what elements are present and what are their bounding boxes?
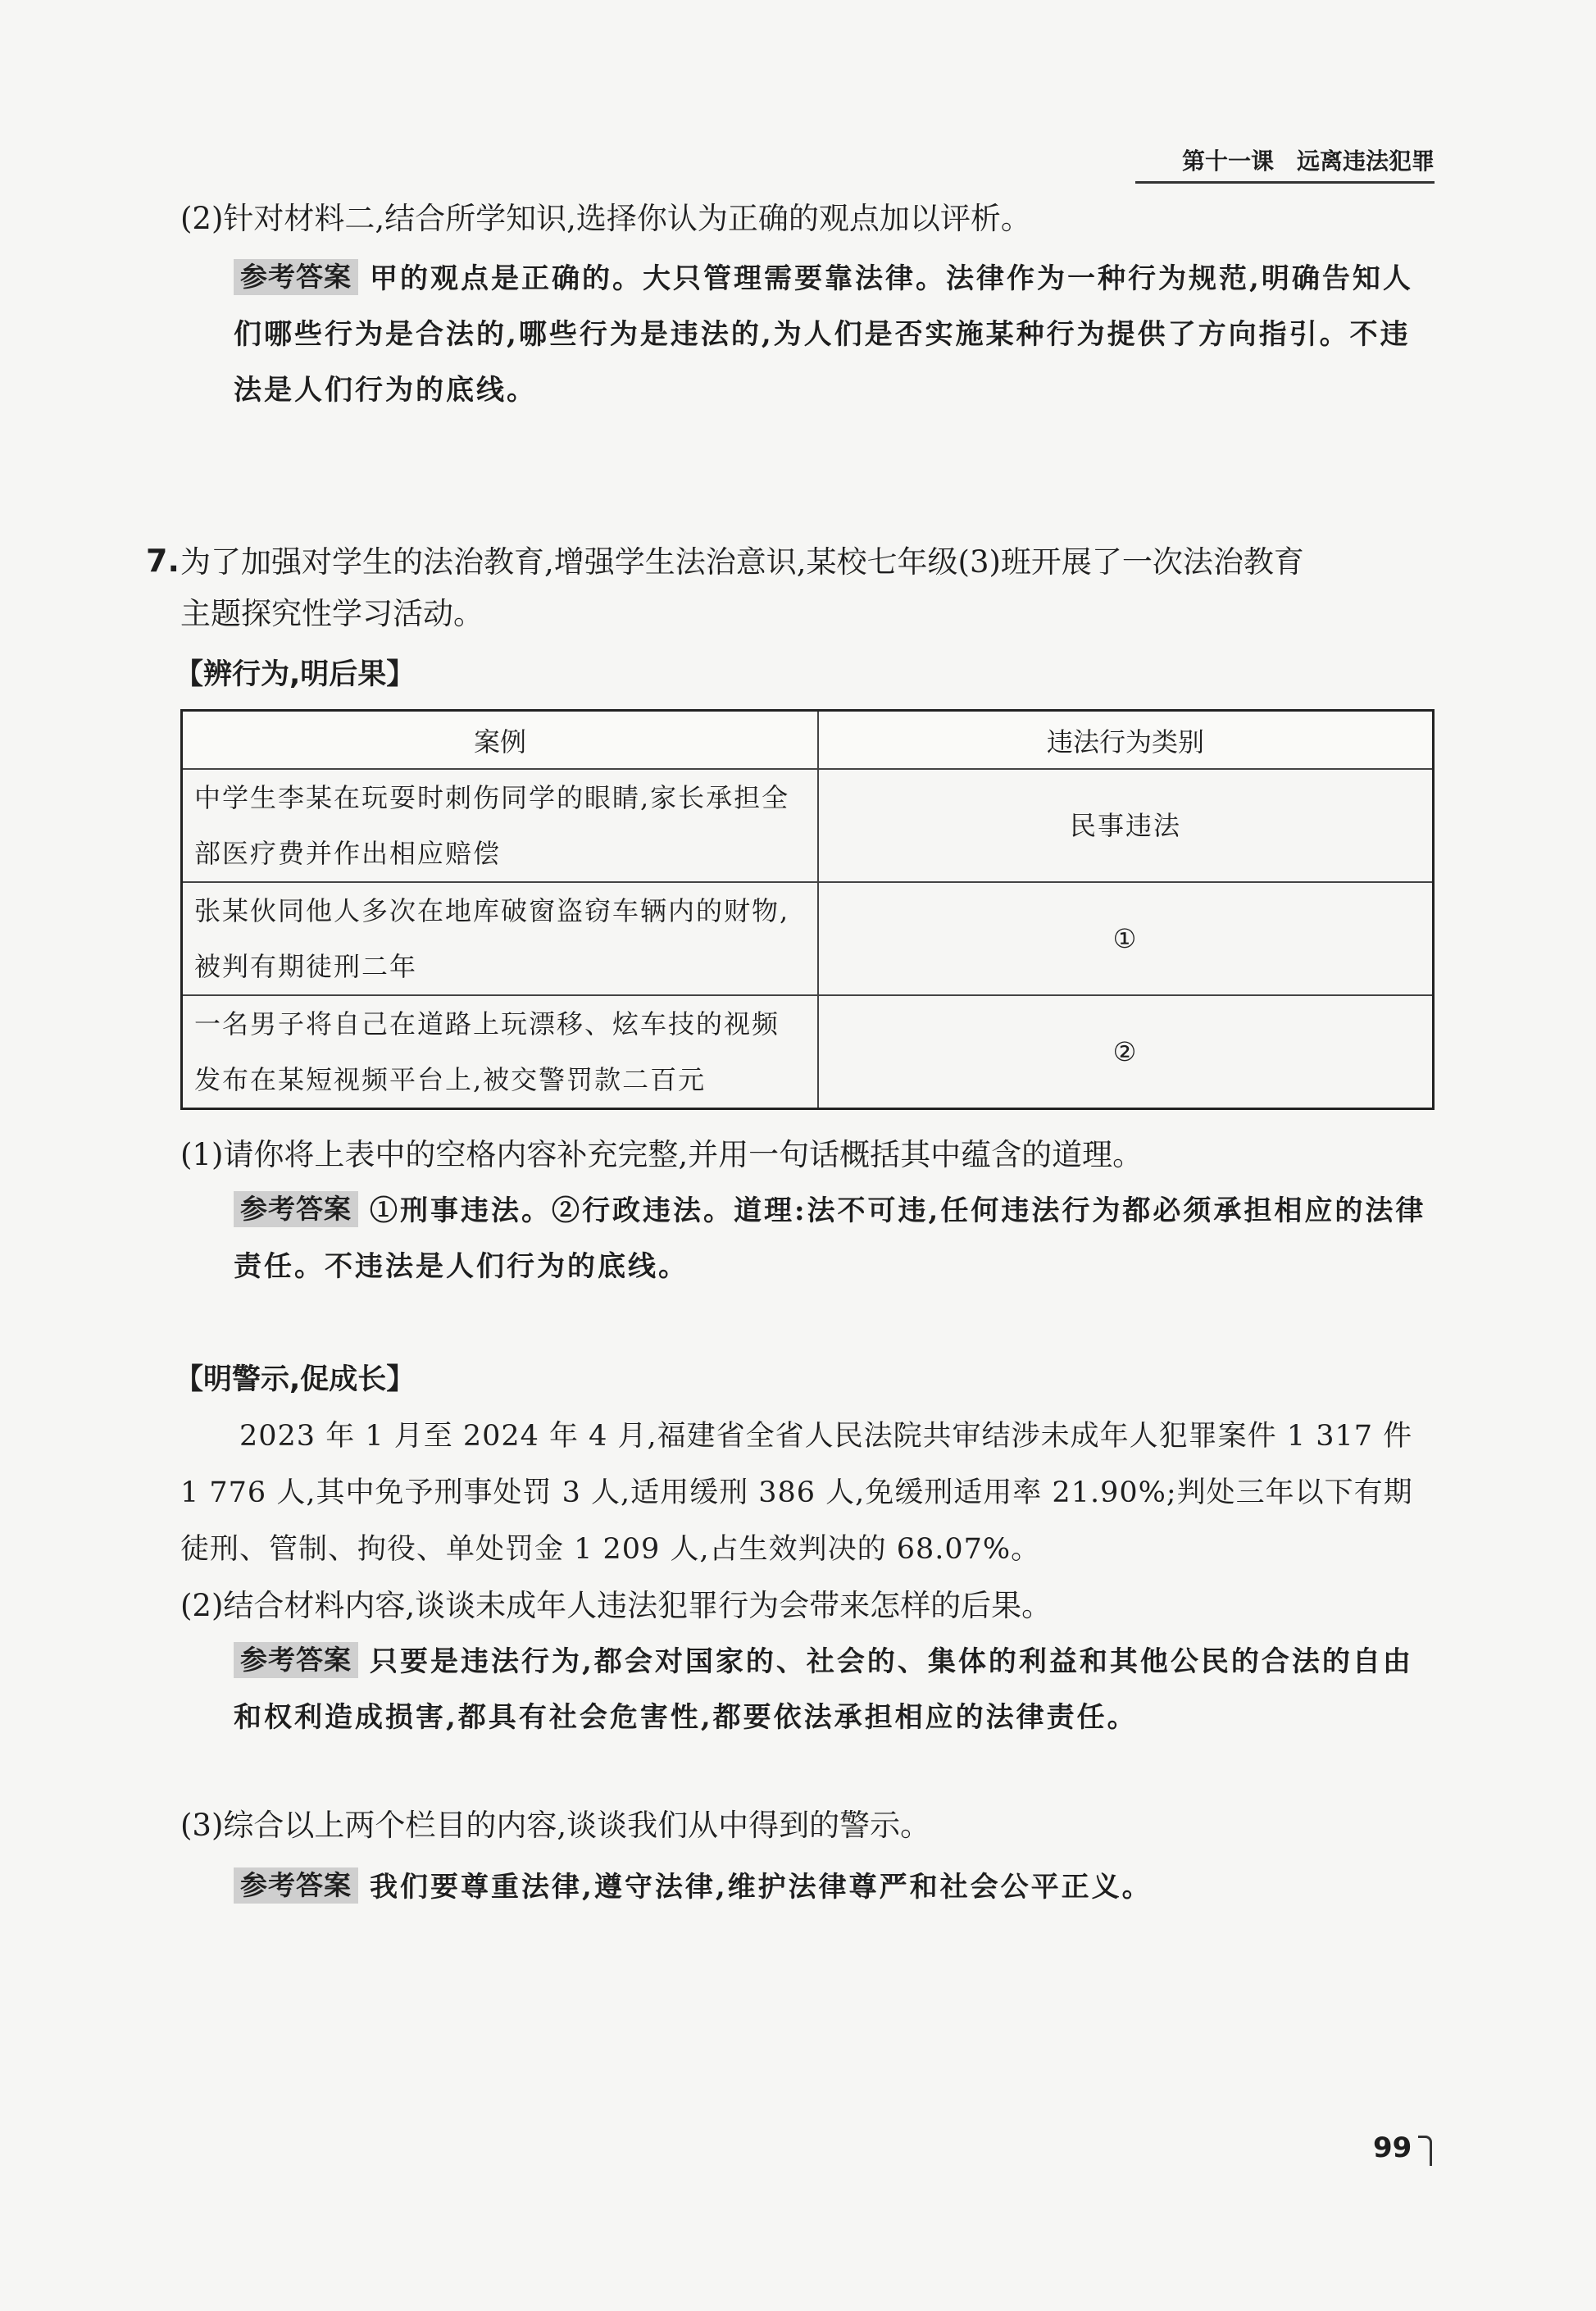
page-corner-mark [1418,2136,1432,2166]
header-type: 违法行为类别 [818,711,1434,770]
answer-label: 参考答案 [234,1867,358,1904]
section-title-warning: 【明警示,促成长】 [175,1363,416,1396]
table-row [182,769,1434,882]
answer-text: 只要是违法行为,都会对国家的、社会的、集体的利益和其他公民的合法的自由和权利造成损害,都具有社会危害性,都要依法承担相应的法律责任。 [234,1645,1413,1734]
q7-stem-line2: 主题探究性学习活动。 [180,596,484,631]
q7-sub2-answer-block [234,1634,1435,1745]
chapter-header: 第十一课 远离违法犯罪 [1135,143,1435,184]
page-number: 99 [1373,2131,1412,2164]
table-row [182,995,1434,1109]
type-cell: ② [818,995,1434,1109]
question-number: 7. [146,543,180,579]
case-table [180,709,1435,1110]
answer-label: 参考答案 [234,259,358,295]
section-title-identify: 【辨行为,明后果】 [175,658,416,691]
case-cell: 中学生李某在玩耍时刺伤同学的眼睛,家长承担全部医疗费并作出相应赔偿 [182,769,819,882]
case-cell: 张某伙同他人多次在地库破窗盗窃车辆内的财物,被判有期徒刑二年 [182,882,819,995]
q7-sub3-prompt: (3)综合以上两个栏目的内容,谈谈我们从中得到的警示。 [180,1808,931,1843]
q6-sub2-answer-block [234,251,1435,418]
answer-text: ①刑事违法。②行政违法。道理:法不可违,任何违法行为都必须承担相应的法律责任。不违法是人们行为的底线。 [234,1194,1426,1283]
q7-stem-line1: 为了加强对学生的法治教育,增强学生法治意识,某校七年级(3)班开展了一次法治教育 [180,544,1304,580]
q6-sub2-prompt: (2)针对材料二,结合所学知识,选择你认为正确的观点加以评析。 [180,201,1031,236]
q7-sub1-prompt: (1)请你将上表中的空格内容补充完整,并用一句话概括其中蕴含的道理。 [180,1137,1144,1172]
answer-label: 参考答案 [234,1642,358,1678]
type-cell: ① [818,882,1434,995]
answer-label: 参考答案 [234,1191,358,1227]
answer-text: 我们要尊重法律,遵守法律,维护法律尊严和社会公平正义。 [370,1871,1153,1904]
type-cell: 民事违法 [818,769,1434,882]
q7-sub1-answer-block [234,1183,1435,1294]
table-header-row [182,711,1434,770]
answer-text: 甲的观点是正确的。大只管理需要靠法律。法律作为一种行为规范,明确告知人们哪些行为是合法的,哪些行为是违法的,为人们是否实施某种行为提供了方向指引。不违法是人们行为的底线。 [234,262,1413,407]
case-cell: 一名男子将自己在道路上玩漂移、炫车技的视频发布在某短视频平台上,被交警罚款二百元 [182,995,819,1109]
table-row [182,882,1434,995]
header-case: 案例 [182,711,819,770]
q7-sub2-prompt: (2)结合材料内容,谈谈未成年人违法犯罪行为会带来怎样的后果。 [180,1588,1053,1623]
material-paragraph: 2023 年 1 月至 2024 年 4 月,福建省全省人民法院共审结涉未成年人犯罪案件 1 317 件 1 776 人,其中免予刑事处罚 3 人,适用缓刑 386 人,免缓刑适用率 21.90%;判处三年以下有期徒刑、管制、拘役、单处罚金 1 209 人,占生效判决的 68.07%。 [180,1420,1413,1566]
q7-sub3-answer-block [234,1859,1435,1915]
